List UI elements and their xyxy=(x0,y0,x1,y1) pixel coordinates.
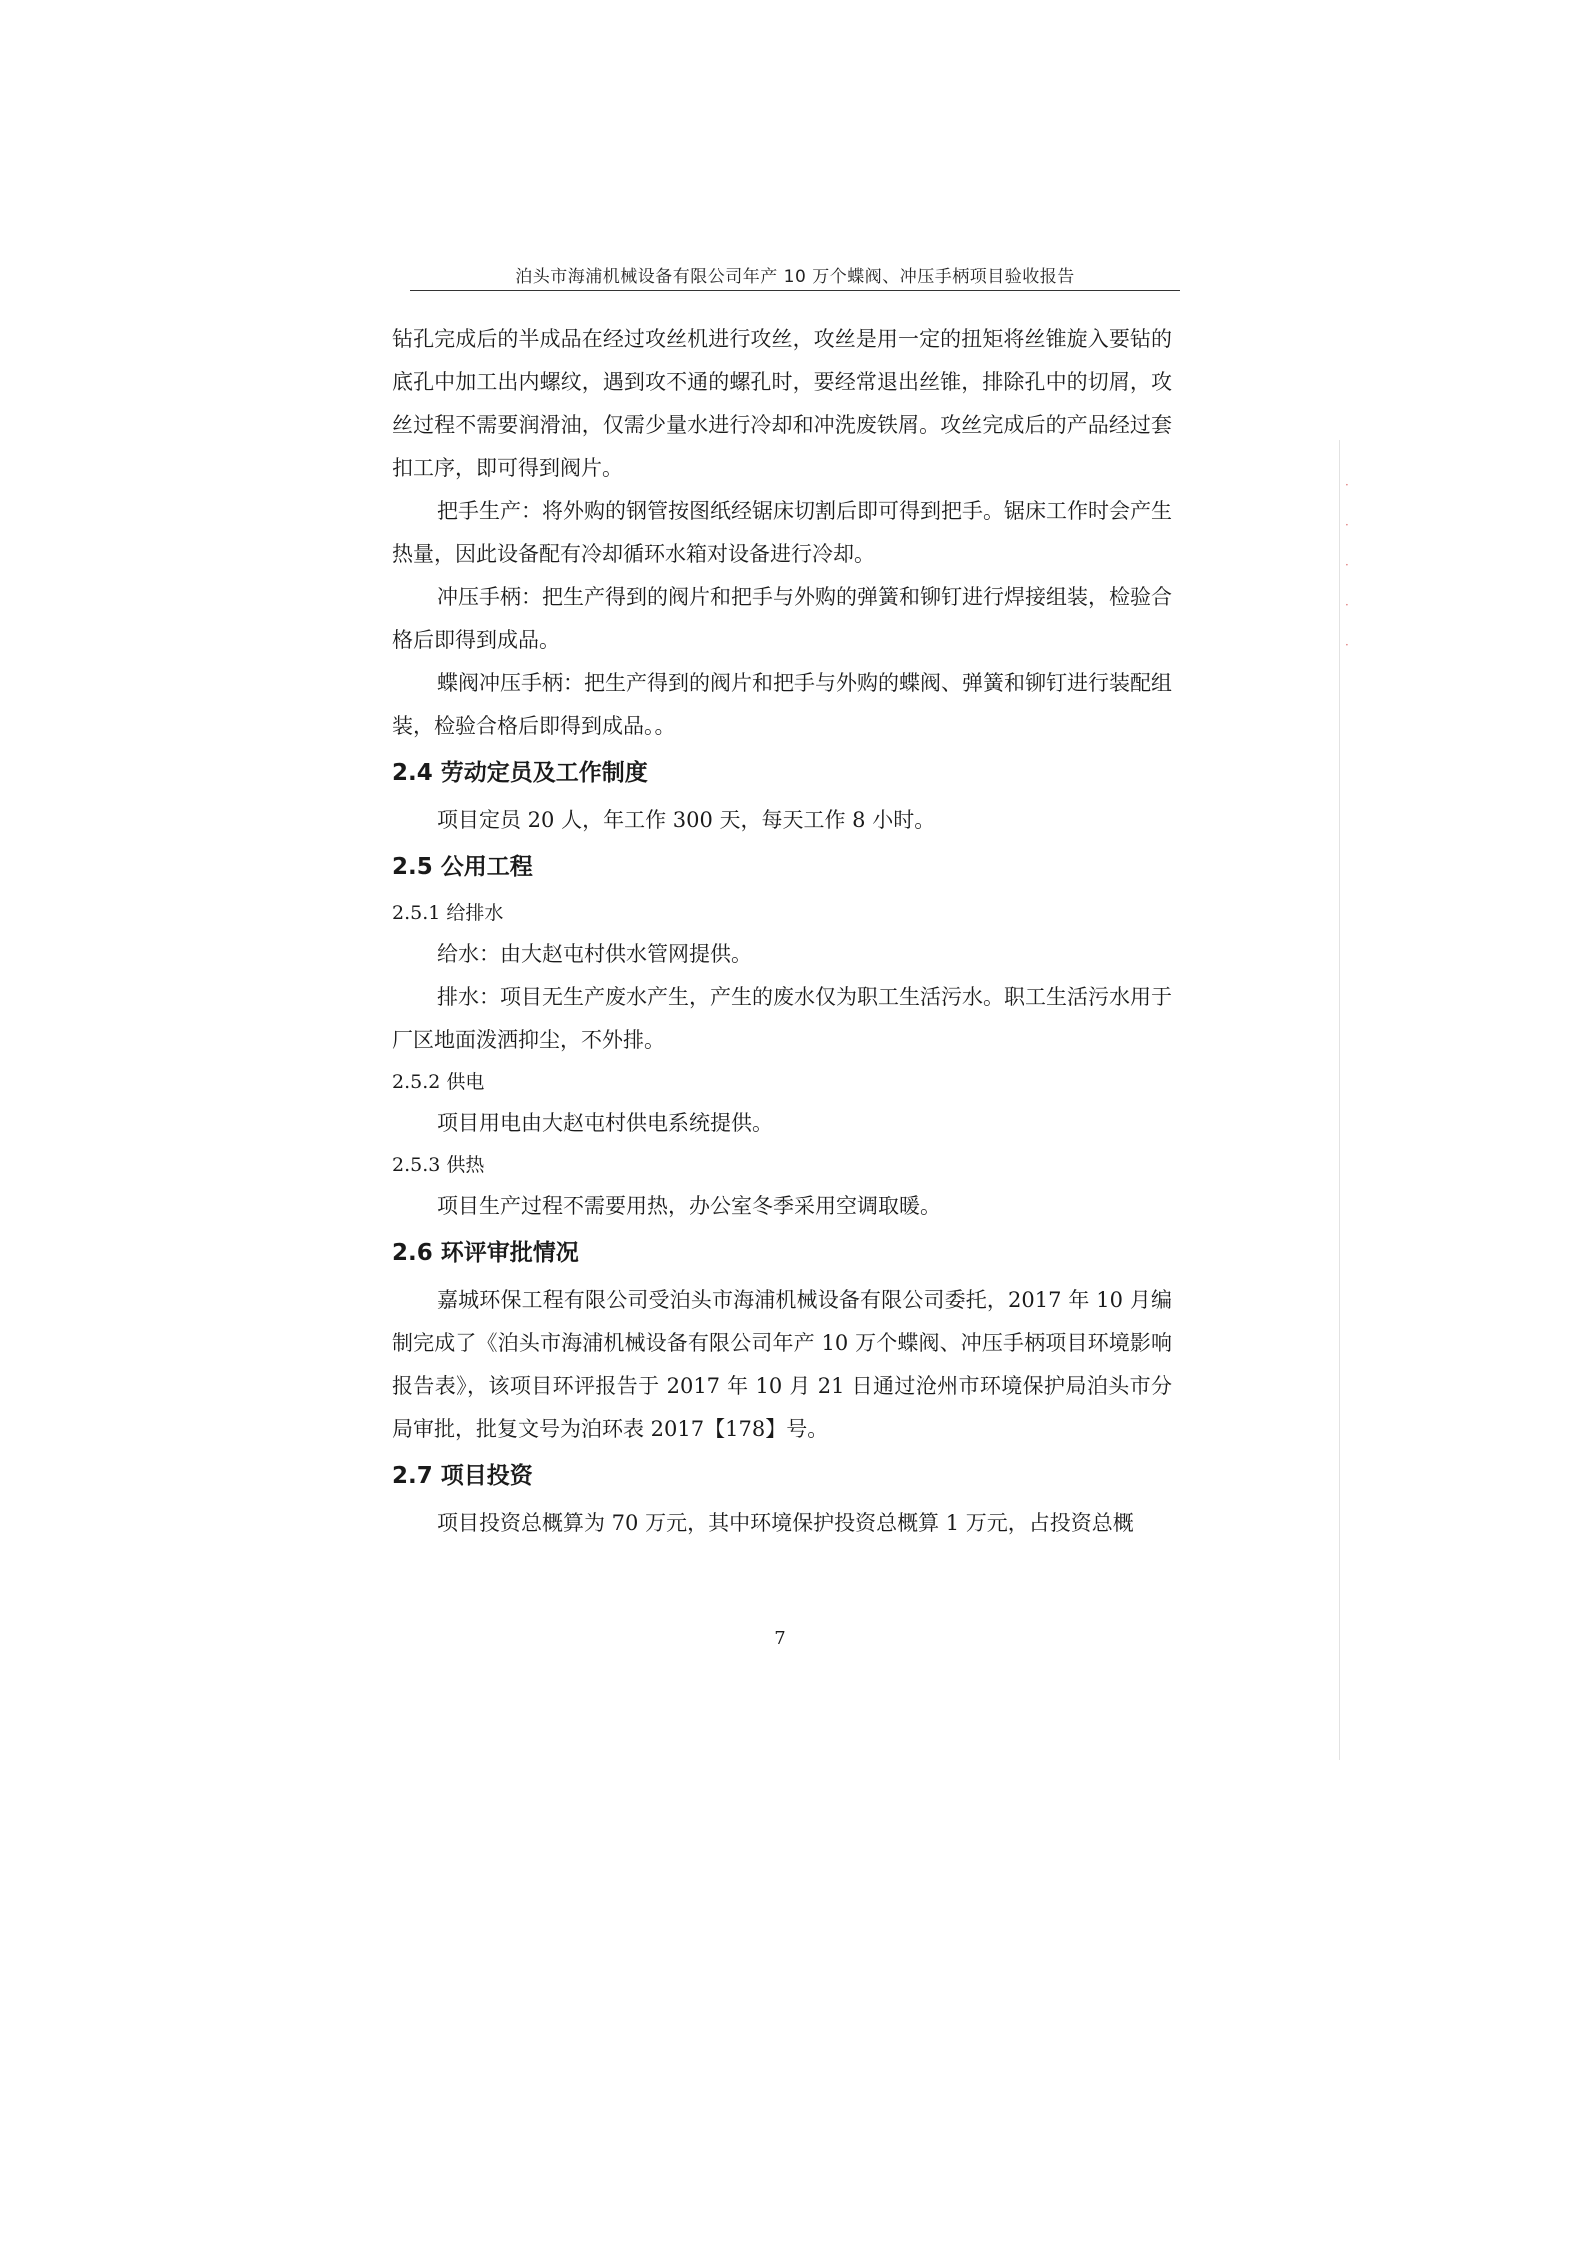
document-body xyxy=(392,318,1172,1545)
section-heading-2-6: 2.6 环评审批情况 xyxy=(392,1240,579,1266)
subsection-heading-2-5-3: 2.5.3 供热 xyxy=(392,1154,485,1176)
scan-bleed-marks: · · · · · xyxy=(1345,478,1349,652)
paragraph-investment: 项目投资总概算为 70 万元，其中环境保护投资总概算 1 万元，占投资总概 xyxy=(437,1511,1134,1535)
paragraph-power-supply: 项目用电由大赵屯村供电系统提供。 xyxy=(437,1111,773,1135)
subsection-heading-2-5-2: 2.5.2 供电 xyxy=(392,1071,485,1093)
paragraph-tapping: 钻孔完成后的半成品在经过攻丝机进行攻丝，攻丝是用一定的扭矩将丝锥旋入要钻的底孔中加工出内螺纹，遇到攻不通的螺孔时，要经常退出丝锥，排除孔中的切屑，攻丝过程不需要润滑油，仅需少量水进行冷却和冲洗废铁屑。攻丝完成后的产品经过套扣工序，即可得到阀片。 xyxy=(392,327,1172,480)
header-divider xyxy=(410,290,1180,291)
scan-edge-line xyxy=(1339,440,1340,1760)
section-heading-2-7: 2.7 项目投资 xyxy=(392,1463,533,1489)
paragraph-stamped-handle: 冲压手柄：把生产得到的阀片和把手与外购的弹簧和铆钉进行焊接组装，检验合格后即得到成品。 xyxy=(392,585,1172,652)
paragraph-water-supply: 给水：由大赵屯村供水管网提供。 xyxy=(437,942,752,966)
paragraph-staffing: 项目定员 20 人，年工作 300 天，每天工作 8 小时。 xyxy=(437,808,936,832)
page-number: 7 xyxy=(774,1628,786,1649)
paragraph-drainage: 排水：项目无生产废水产生，产生的废水仅为职工生活污水。职工生活污水用于厂区地面泼洒抑尘，不外排。 xyxy=(392,985,1172,1052)
subsection-heading-2-5-1: 2.5.1 给排水 xyxy=(392,902,504,924)
paragraph-eia-approval: 嘉城环保工程有限公司受泊头市海浦机械设备有限公司委托，2017 年 10 月编制完成了《泊头市海浦机械设备有限公司年产 10 万个蝶阀、冲压手柄项目环境影响报告表》，该项目环评报告于 2017 年 10 月 21 日通过沧州市环境保护局泊头市分局审批，批复文号为泊环表 2017【178】号。 xyxy=(392,1288,1172,1441)
paragraph-handle-production: 把手生产：将外购的钢管按图纸经锯床切割后即可得到把手。锯床工作时会产生热量，因此设备配有冷却循环水箱对设备进行冷却。 xyxy=(392,499,1172,566)
page-header-title: 泊头市海浦机械设备有限公司年产 10 万个蝶阀、冲压手柄项目验收报告 xyxy=(515,267,1075,287)
paragraph-butterfly-valve-handle: 蝶阀冲压手柄：把生产得到的阀片和把手与外购的蝶阀、弹簧和铆钉进行装配组装，检验合格后即得到成品。。 xyxy=(392,671,1172,738)
section-heading-2-5: 2.5 公用工程 xyxy=(392,854,533,880)
paragraph-heating: 项目生产过程不需要用热，办公室冬季采用空调取暖。 xyxy=(437,1194,941,1218)
section-heading-2-4: 2.4 劳动定员及工作制度 xyxy=(392,760,648,786)
